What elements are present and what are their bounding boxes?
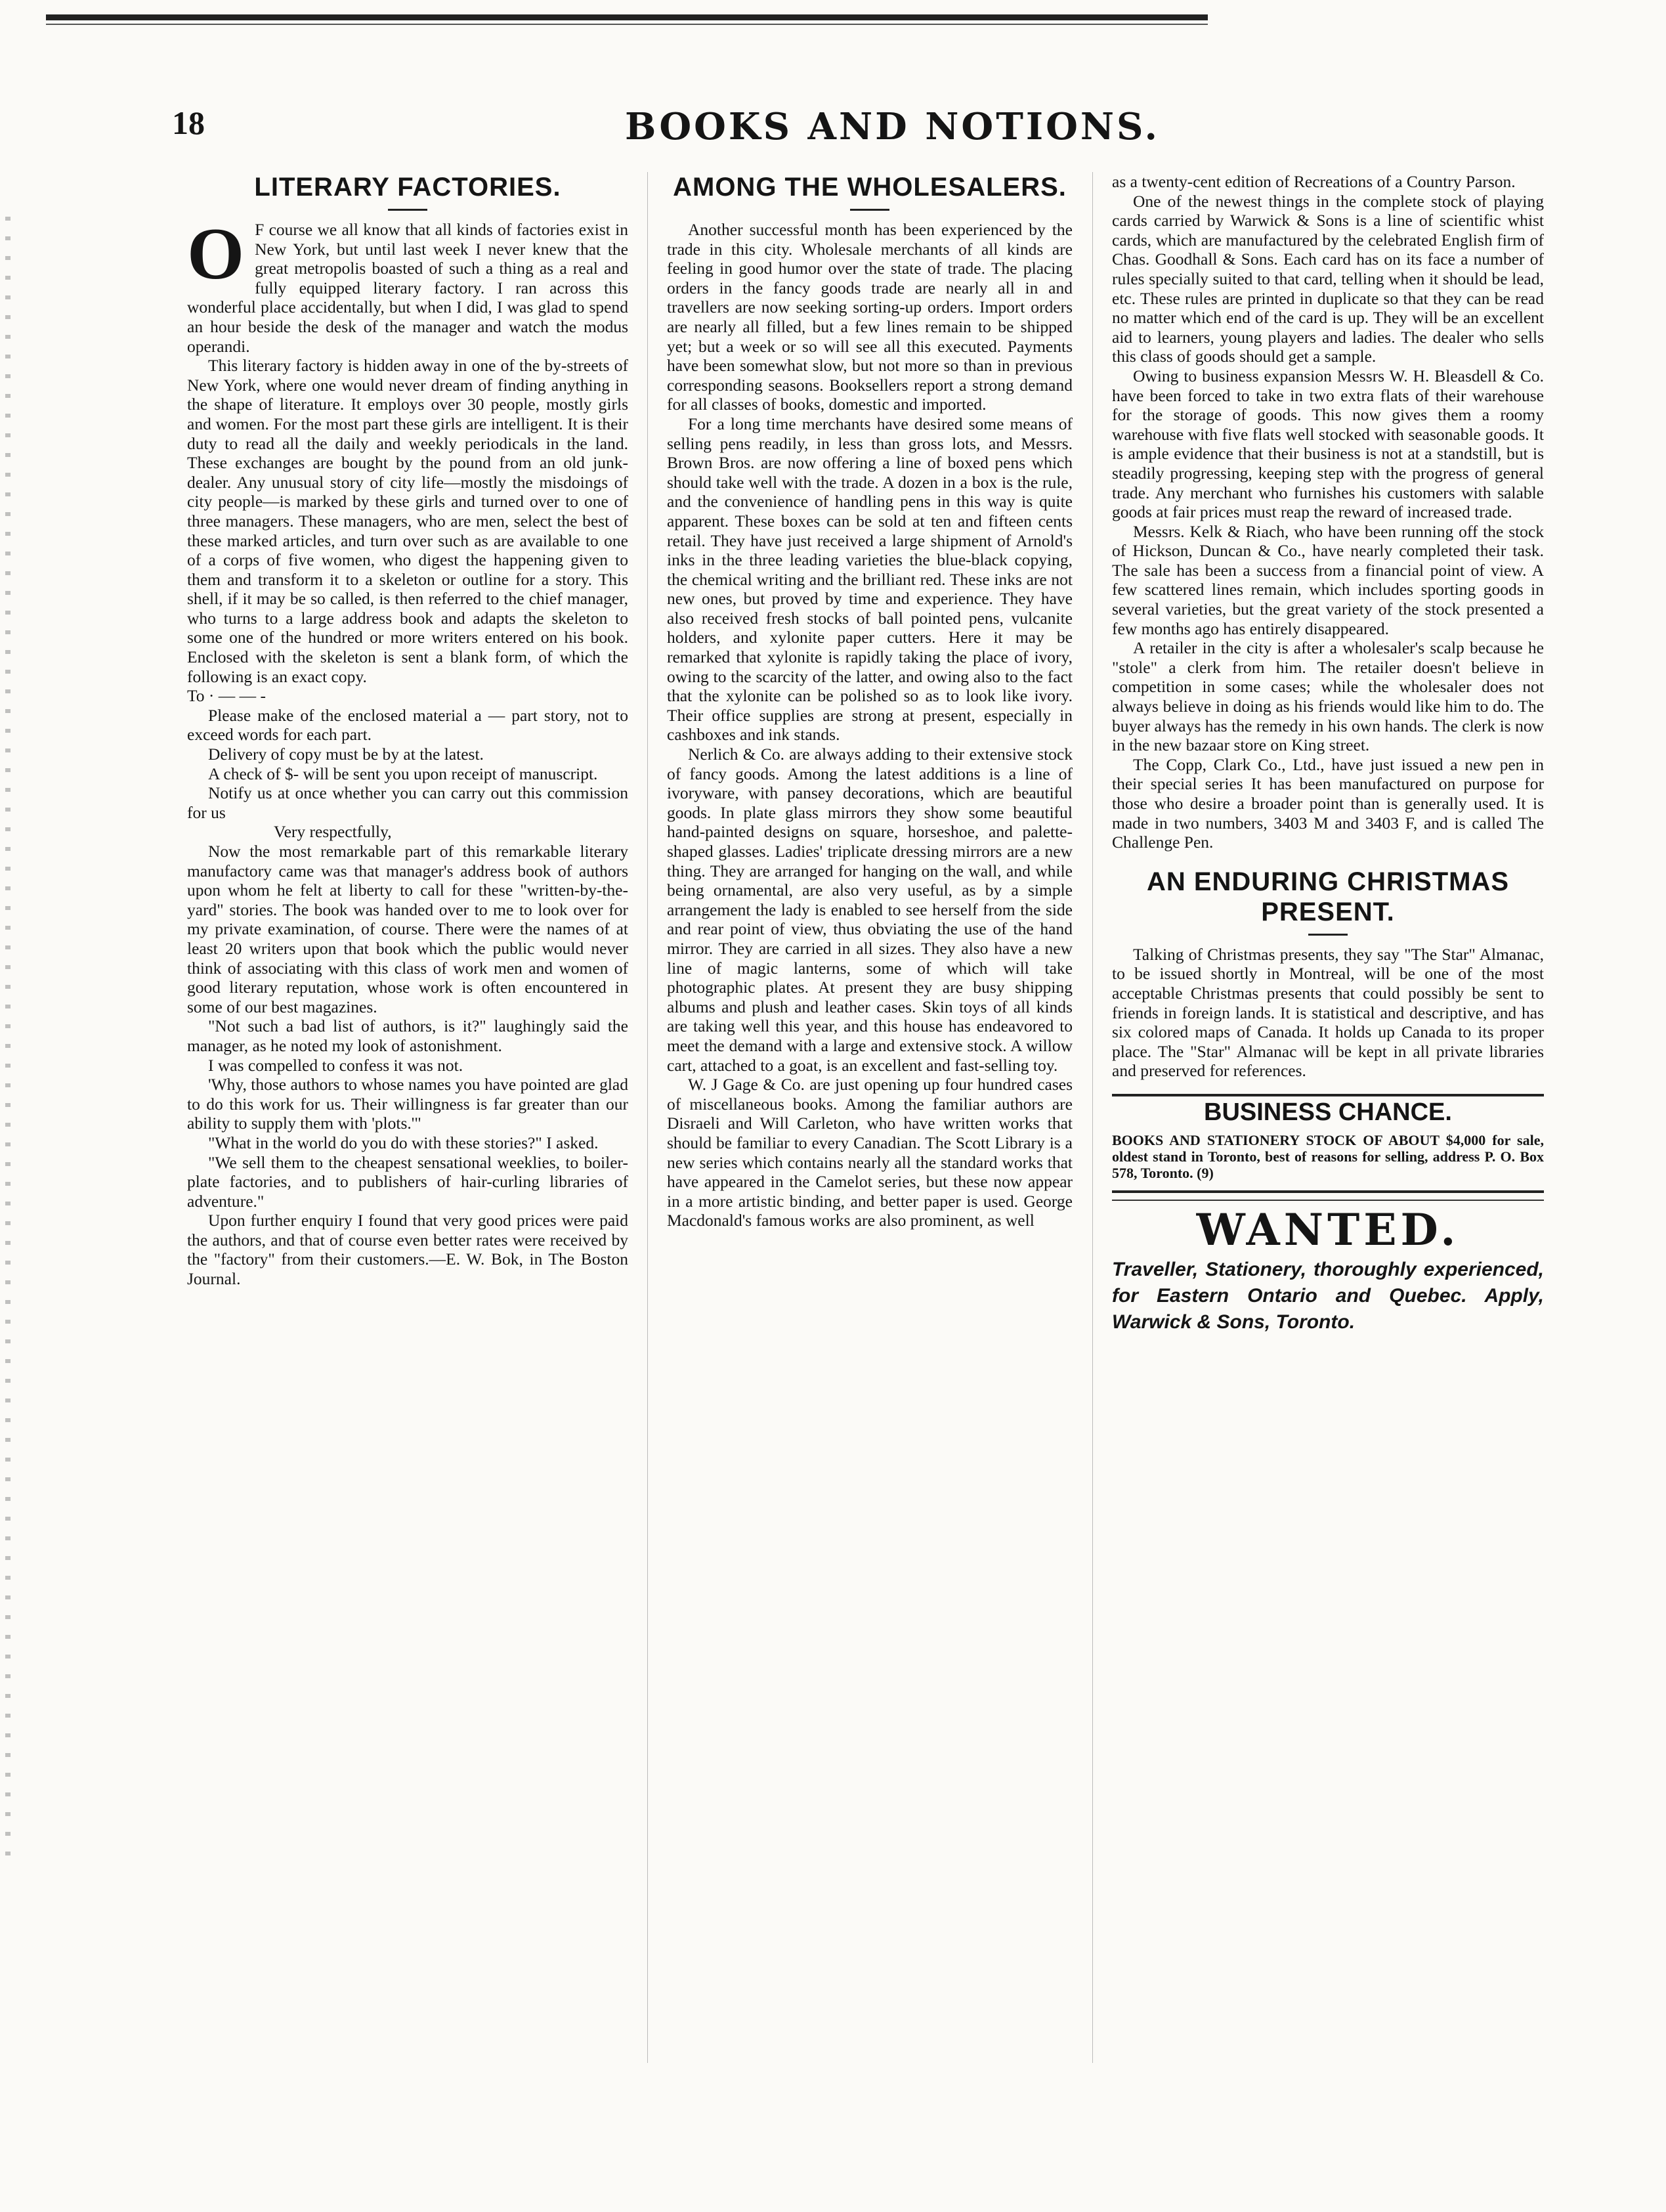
drop-cap: O (187, 213, 245, 295)
article-paragraph: A retailer in the city is after a wholesaler's scalp because he "stole" a clerk from him. The retailer doesn't believe in competition in some cases; while the wholesaler does not always believe in doing as his friends would like him to do. The buyer always has the remedy in his own hands. The clerk is now in the new bazaar store on King street. (1112, 638, 1544, 755)
article-paragraph: For a long time merchants have desired some means of selling pens readily, in less than gross lots, and Messrs. Brown Bros. are now offering a line of boxed pens which should take well with the trade. A dozen in a box is the rule, and the convenience of handling pens in this way is quite apparent. These boxes can be sold at ten and fifteen cents retail. They have just received a large shipment of Arnold's inks in the three leading varieties the blue-black copying, the chemical writing and the brilliant red. These inks are not new ones, but proved by time and experience. They have also received fresh stocks of ball pointed pens, vulcanite holders, and xylonite paper cutters. Here it may be remarked that xylonite is rapidly taking the place of ivory, owing to the scarcity of the latter, and owing also to the fact that the xylonite can be polished so as to look like ivory. Their office supplies are strong at present, especially in cashboxes and ink stands. (667, 414, 1073, 745)
article-paragraph: "What in the world do you do with these stories?" I asked. (208, 1133, 599, 1152)
literary-factories-column (187, 172, 628, 1289)
form-line: A check of $- will be sent you upon receipt of manuscript. (208, 764, 598, 783)
article-paragraph: as a twenty-cent edition of Recreations of a Country Parson. (1112, 172, 1516, 191)
christmas-paragraph: Talking of Christmas presents, they say "The Star" Almanac, to be issued shortly in Montreal, will be one of the most acceptable Christmas presents that could possibly be sent to friends in foreign lands. It is statistical and descriptive, and has six colored maps of Canada. It holds up Canada to its proper place. The "Star" Almanac will be kept in all private libraries and preserved for references. (1112, 944, 1544, 1081)
article-paragraph: O F course we all know that all kinds of factories exist in New York, but until last week I never knew that the great metropolis boasted of such a thing as a real and fully equipped literary factory. I ran across this wonderful place accidentally, but when I did, I was glad to spend an hour beside the desk of the manager and watch the modus operandi. (187, 213, 628, 356)
article-paragraph: W. J Gage & Co. are just opening up four hundred cases of miscellaneous books. Among the familiar authors are Disraeli and Will Carleton, who have written works that should be familiar to every Canadian. The Scott Library is a new series which contains nearly all the standard works that have appeared in the Camelot series, but these now appear in a more artistic binding, and better paper is used. George Macdonald's famous works are also prominent, as well (667, 1075, 1073, 1230)
top-border-rule (46, 14, 1208, 20)
wholesalers-column (667, 172, 1073, 1230)
literary-factories-heading: LITERARY FACTORIES. (254, 173, 561, 202)
christmas-heading: AN ENDURING CHRISTMAS PRESENT. (1146, 867, 1510, 926)
article-paragraph: Now the most remarkable part of this remarkable literary manufactory came was that manager's address book of authors upon whom he felt at liberty to call for these "written-by-the-yard" stories. The book was handed over to me to look over for my private examination, of course. There were the names of at least 20 writers upon that book which the public would never think of associating with this class of work men and women of good literary reputation, whose work is often encountered in some of our best magazines. (187, 842, 628, 1016)
form-line: Notify us at once whether you can carry out this commission for us (187, 783, 628, 822)
article-paragraph: 'Why, those authors to whose names you have pointed are glad to do this work for us. Their willingness is far greater than our ability to supply them with 'plots.'" (187, 1075, 628, 1133)
heading-rule (850, 209, 889, 211)
article-paragraph: Owing to business expansion Messrs W. H. Bleasdell & Co. have been forced to take in two extra flats of their warehouse for the storage of goods. This now gives them a roomy warehouse with five flats well stocked with seasonable goods. It is ample evidence that their business is not at a standstill, but is steadily progressing, keeping step with the progress of general trade. Any merchant who furnishes his customers with salable goods at fair prices must reap the reward of increased trade. (1112, 366, 1544, 522)
wanted-heading: WANTED. (1196, 1204, 1460, 1255)
business-chance-ad: BOOKS AND STATIONERY STOCK OF ABOUT $4,000 for sale, oldest stand in Toronto, best of reasons for selling, address P. O. Box 578, Toronto. (9) (1112, 1131, 1544, 1181)
heading-rule (1308, 934, 1348, 936)
form-line: To · — — - (187, 686, 267, 706)
article-paragraph: Upon further enquiry I found that very good prices were paid the authors, and that of course even better rates were received by the "factory" from their customers.—E. W. Bok, in The Boston Journal. (187, 1211, 628, 1289)
article-paragraph: Messrs. Kelk & Riach, who have been running off the stock of Hickson, Duncan & Co., have nearly completed their task. The sale has been a success from a financial point of view. A few scattered lines remain, which includes sporting goods in several varieties, but the great variety of the stock presented a few months ago has entirely disappeared. (1112, 521, 1544, 638)
article-paragraph: The Copp, Clark Co., Ltd., have just issued a new pen in their special series It has been manufactured on purpose for those who desire a broader point than is generally used. It is made in two numbers, 3403 M and 3403 F, and is called The Challenge Pen. (1112, 754, 1544, 852)
page-header (172, 98, 1160, 158)
top-border-rule-thin (46, 24, 1208, 25)
form-line: Please make of the enclosed material a — part story, not to exceed words for each part. (187, 705, 628, 745)
article-paragraph: Another successful month has been experienced by the trade in this city. Wholesale merchants of all kinds are feeling in good humor over the state of trade. The placing orders in the fancy goods trade are nearly all in and travellers are now seeking sorting-up orders. Import orders are nearly all filled, but a few lines remain to be shipped yet; but a week or so will see all this executed. Payments have been somewhat slow, but not more so than in previous corresponding seasons. Booksellers report a strong demand for all classes of books, domestic and imported. (667, 220, 1073, 414)
third-column (1112, 172, 1544, 1335)
article-paragraph: This literary factory is hidden away in one of the by-streets of New York, where one would never dream of finding anything in the shape of literature. It employs over 30 people, mostly girls and women. For the most part these girls are intelligent. It is their duty to read all the daily and weekly periodicals in the land. These exchanges are bought by the pound from an old junk-dealer. Any unusual story of city life—mostly the misdoings of city people—is marked by these girls and turned over to one of three managers. These managers, who are men, select the best of these marked articles, and turn over such as are available to one of a corps of five women, who digest the happening given to them and transform it to a skeleton or outline for a story. This shell, if it may be so called, is then referred to the chief manager, who turns to a large address book and adapts the skeleton to some one of the hundred or more writers entered on his book. Enclosed with the skeleton is sent a blank form, of which the following is an exact copy. (187, 356, 628, 686)
column-divider (1092, 172, 1093, 2063)
article-paragraph: Nerlich & Co. are always adding to their extensive stock of fancy goods. Among the latest additions is a line of ivoryware, with pansey decorations, which are beautiful goods. In plate glass mirrors they show some beautiful hand-painted designs on square, horseshoe, and palette-shaped glasses. Ladies' triplicate dressing mirrors are a new thing. They are arranged for hanging on the wall, and while being ornamental, are also very useful, as by a simple arrangement the lady is enabled to see herself from the side and rear point of view, thus obviating the use of the hand mirror. They are carried in all sizes. They also have a new line of magic lanterns, some of which will take photographic plates. At present they are busy shipping albums and plush and leather cases. Skin toys of all kinds are taking well this year, and this house has endeavored to meet the demand with a large and extensive stock. A willow cart, attached to a goat, is an excellent and fast-selling toy. (667, 745, 1073, 1075)
page-number: 18 (172, 104, 205, 141)
section-divider (1112, 1190, 1544, 1193)
section-divider (1112, 1094, 1544, 1096)
heading-rule (388, 209, 427, 211)
article-paragraph: One of the newest things in the complete stock of playing cards carried by Warwick & Sons is a line of scientific whist cards, which are manufactured by the celebrated English firm of Chas. Goodhall & Sons. Each card has on its face a number of rules specially suited to that card, telling when it should be lead, etc. These rules are printed in duplicate so that they can be read no matter which end of the card is up. They will be an excellent aid to learners, young players and ladies. The dealer who sells this class of goods should get a sample. (1112, 191, 1544, 366)
article-paragraph: I was compelled to confess it was not. (208, 1055, 463, 1075)
masthead-title: BOOKS AND NOTIONS. (625, 105, 1160, 148)
business-chance-heading: BUSINESS CHANCE. (1204, 1098, 1452, 1126)
binding-edge (5, 217, 11, 1871)
article-paragraph: "We sell them to the cheapest sensational weeklies, to boiler-plate factories, and to publishers of hair-curling libraries of adventure." (187, 1152, 628, 1211)
wanted-ad-text: Traveller, Stationery, thoroughly experienced, for Eastern Ontario and Quebec. Apply, Warwick & Sons, Toronto. (1112, 1259, 1544, 1334)
section-divider-thin (1112, 1200, 1544, 1201)
wholesalers-heading: AMONG THE WHOLESALERS. (673, 173, 1067, 202)
form-line: Delivery of copy must be by at the latest. (208, 745, 484, 764)
form-signoff: Very respectfully, (274, 822, 392, 842)
article-paragraph: "Not such a bad list of authors, is it?" laughingly said the manager, as he noted my look of astonishment. (187, 1016, 628, 1055)
column-divider (647, 172, 648, 2063)
